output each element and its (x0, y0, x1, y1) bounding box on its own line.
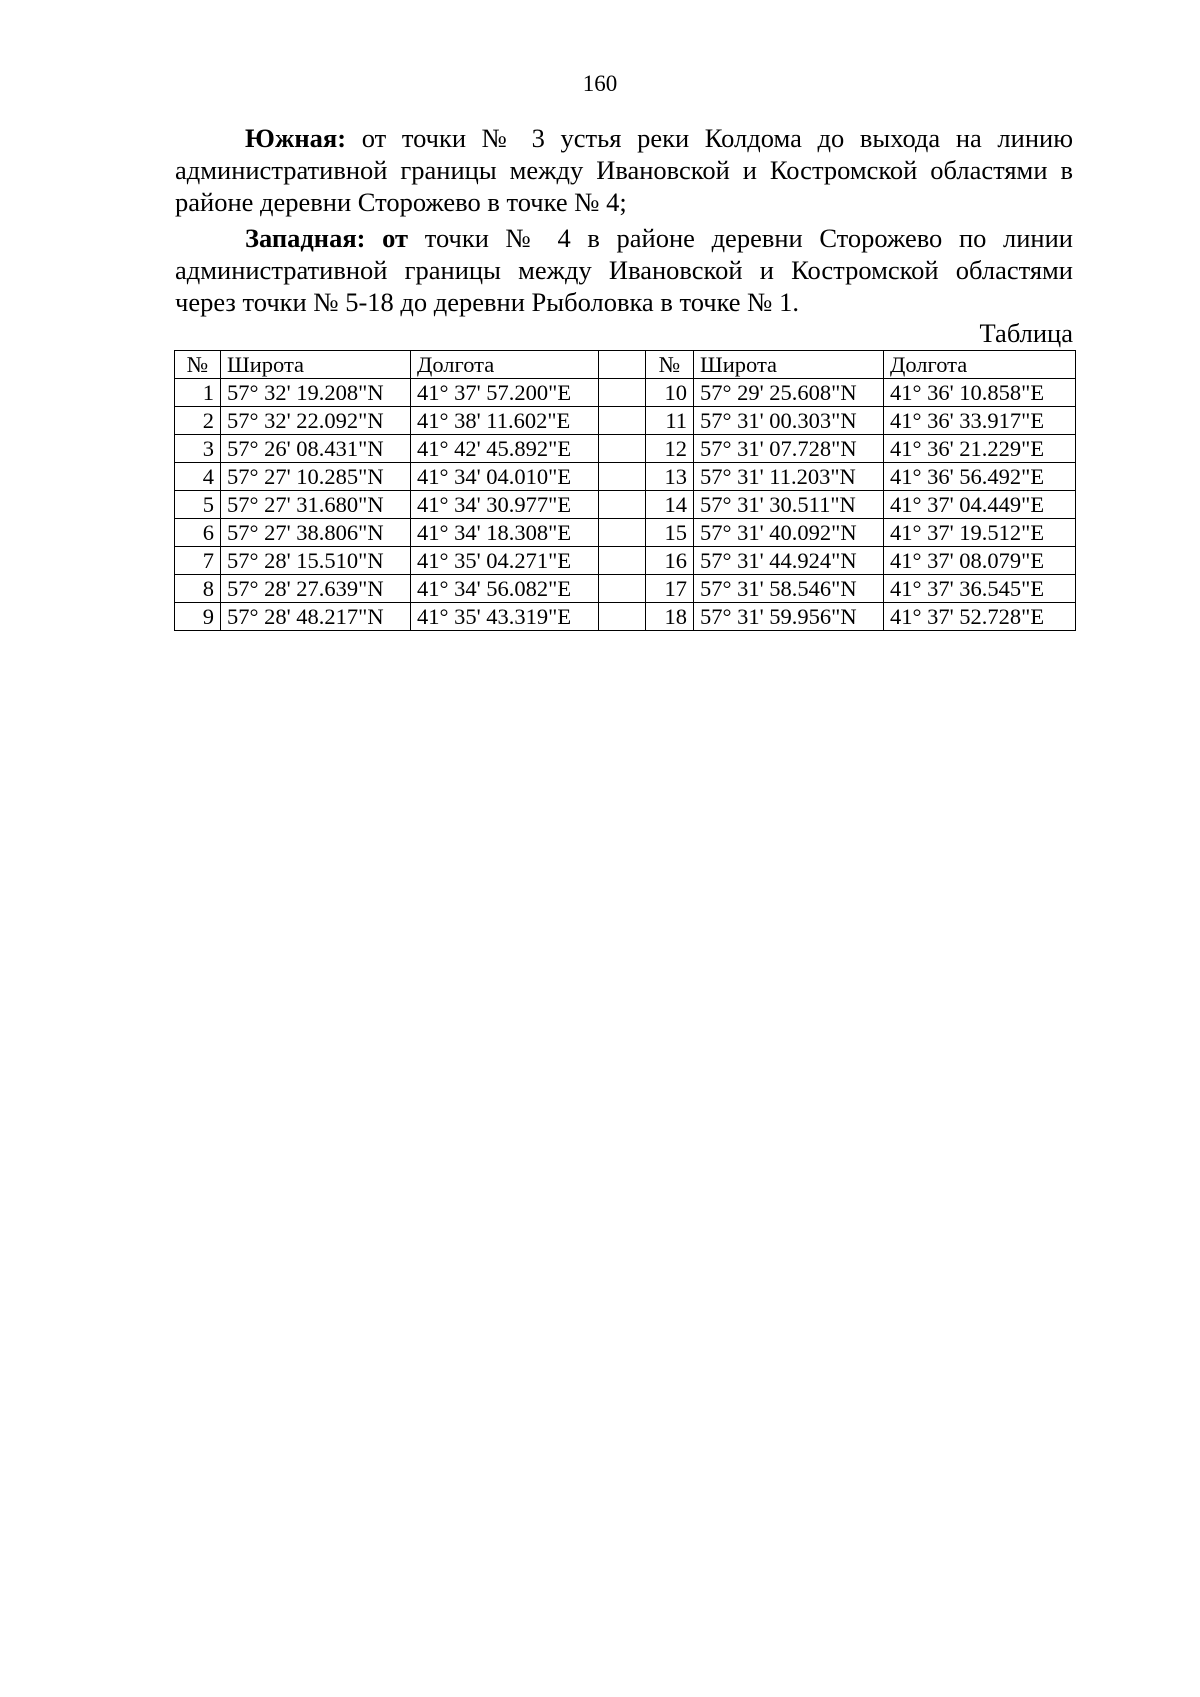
latitude-cell: 57° 29' 25.608"N (694, 379, 884, 407)
longitude-cell: 41° 37' 52.728"E (884, 603, 1076, 631)
point-number: 5 (175, 491, 221, 519)
header-longitude: Долгота (884, 351, 1076, 379)
latitude-cell: 57° 31' 00.303"N (694, 407, 884, 435)
point-number: 6 (175, 519, 221, 547)
paragraph-lead: Южная: (245, 123, 347, 153)
latitude-cell: 57° 28' 27.639"N (221, 575, 411, 603)
longitude-cell: 41° 34' 18.308"E (411, 519, 599, 547)
table-header-row (175, 351, 1076, 379)
longitude-cell: 41° 36' 10.858"E (884, 379, 1076, 407)
spacer-cell (599, 547, 646, 575)
latitude-cell: 57° 28' 15.510"N (221, 547, 411, 575)
longitude-cell: 41° 36' 21.229"E (884, 435, 1076, 463)
longitude-cell: 41° 37' 04.449"E (884, 491, 1076, 519)
spacer-cell (599, 575, 646, 603)
latitude-cell: 57° 31' 58.546"N (694, 575, 884, 603)
latitude-cell: 57° 26' 08.431"N (221, 435, 411, 463)
point-number: 17 (646, 575, 694, 603)
table-row (175, 379, 1076, 407)
point-number: 3 (175, 435, 221, 463)
table-row (175, 547, 1076, 575)
latitude-cell: 57° 27' 31.680"N (221, 491, 411, 519)
latitude-cell: 57° 31' 44.924"N (694, 547, 884, 575)
coordinates-table (174, 350, 1076, 631)
longitude-cell: 41° 37' 36.545"E (884, 575, 1076, 603)
header-latitude: Широта (221, 351, 411, 379)
longitude-cell: 41° 37' 08.079"E (884, 547, 1076, 575)
paragraph-lead: Западная: от (245, 223, 409, 253)
paragraph-text: от точки № 3 устья реки Колдома до выхода на линию административной границы между Ивановской и Костромской областями в районе деревни Сторожево в точке № 4; (175, 123, 1073, 217)
table-row (175, 519, 1076, 547)
latitude-cell: 57° 27' 38.806"N (221, 519, 411, 547)
table-row (175, 407, 1076, 435)
point-number: 18 (646, 603, 694, 631)
table-row (175, 603, 1076, 631)
header-longitude: Долгота (411, 351, 599, 379)
longitude-cell: 41° 34' 04.010"E (411, 463, 599, 491)
paragraph-text: точки № 4 в районе деревни Сторожево по линии административной границы между Ивановской и Костромской областями через точки № 5-18 до деревни Рыболовка в точке № 1. (175, 223, 1073, 317)
latitude-cell: 57° 31' 07.728"N (694, 435, 884, 463)
table-row (175, 491, 1076, 519)
longitude-cell: 41° 42' 45.892"E (411, 435, 599, 463)
page-number: 160 (582, 71, 618, 96)
table-row (175, 435, 1076, 463)
spacer-cell (599, 379, 646, 407)
paragraph-west (175, 222, 1073, 318)
paragraph-south (175, 122, 1073, 218)
spacer-cell (599, 603, 646, 631)
point-number: 1 (175, 379, 221, 407)
point-number: 4 (175, 463, 221, 491)
longitude-cell: 41° 36' 56.492"E (884, 463, 1076, 491)
longitude-cell: 41° 37' 19.512"E (884, 519, 1076, 547)
latitude-cell: 57° 27' 10.285"N (221, 463, 411, 491)
spacer-cell (599, 435, 646, 463)
point-number: 16 (646, 547, 694, 575)
point-number: 15 (646, 519, 694, 547)
header-num: № (175, 351, 221, 379)
longitude-cell: 41° 35' 04.271"E (411, 547, 599, 575)
point-number: 11 (646, 407, 694, 435)
latitude-cell: 57° 31' 30.511"N (694, 491, 884, 519)
point-number: 7 (175, 547, 221, 575)
body-text (175, 122, 1073, 322)
latitude-cell: 57° 31' 59.956"N (694, 603, 884, 631)
spacer-cell (599, 463, 646, 491)
point-number: 10 (646, 379, 694, 407)
latitude-cell: 57° 31' 11.203"N (694, 463, 884, 491)
longitude-cell: 41° 38' 11.602"E (411, 407, 599, 435)
header-latitude: Широта (694, 351, 884, 379)
latitude-cell: 57° 32' 22.092"N (221, 407, 411, 435)
spacer-cell (599, 407, 646, 435)
spacer-cell (599, 351, 646, 379)
point-number: 2 (175, 407, 221, 435)
longitude-cell: 41° 36' 33.917"E (884, 407, 1076, 435)
table-row (175, 575, 1076, 603)
table-caption: Таблица (979, 318, 1073, 348)
point-number: 14 (646, 491, 694, 519)
longitude-cell: 41° 34' 30.977"E (411, 491, 599, 519)
point-number: 8 (175, 575, 221, 603)
longitude-cell: 41° 35' 43.319"E (411, 603, 599, 631)
header-num: № (646, 351, 694, 379)
spacer-cell (599, 491, 646, 519)
spacer-cell (599, 519, 646, 547)
longitude-cell: 41° 34' 56.082"E (411, 575, 599, 603)
latitude-cell: 57° 28' 48.217"N (221, 603, 411, 631)
point-number: 12 (646, 435, 694, 463)
point-number: 13 (646, 463, 694, 491)
longitude-cell: 41° 37' 57.200"E (411, 379, 599, 407)
latitude-cell: 57° 32' 19.208"N (221, 379, 411, 407)
table-row (175, 463, 1076, 491)
latitude-cell: 57° 31' 40.092"N (694, 519, 884, 547)
point-number: 9 (175, 603, 221, 631)
